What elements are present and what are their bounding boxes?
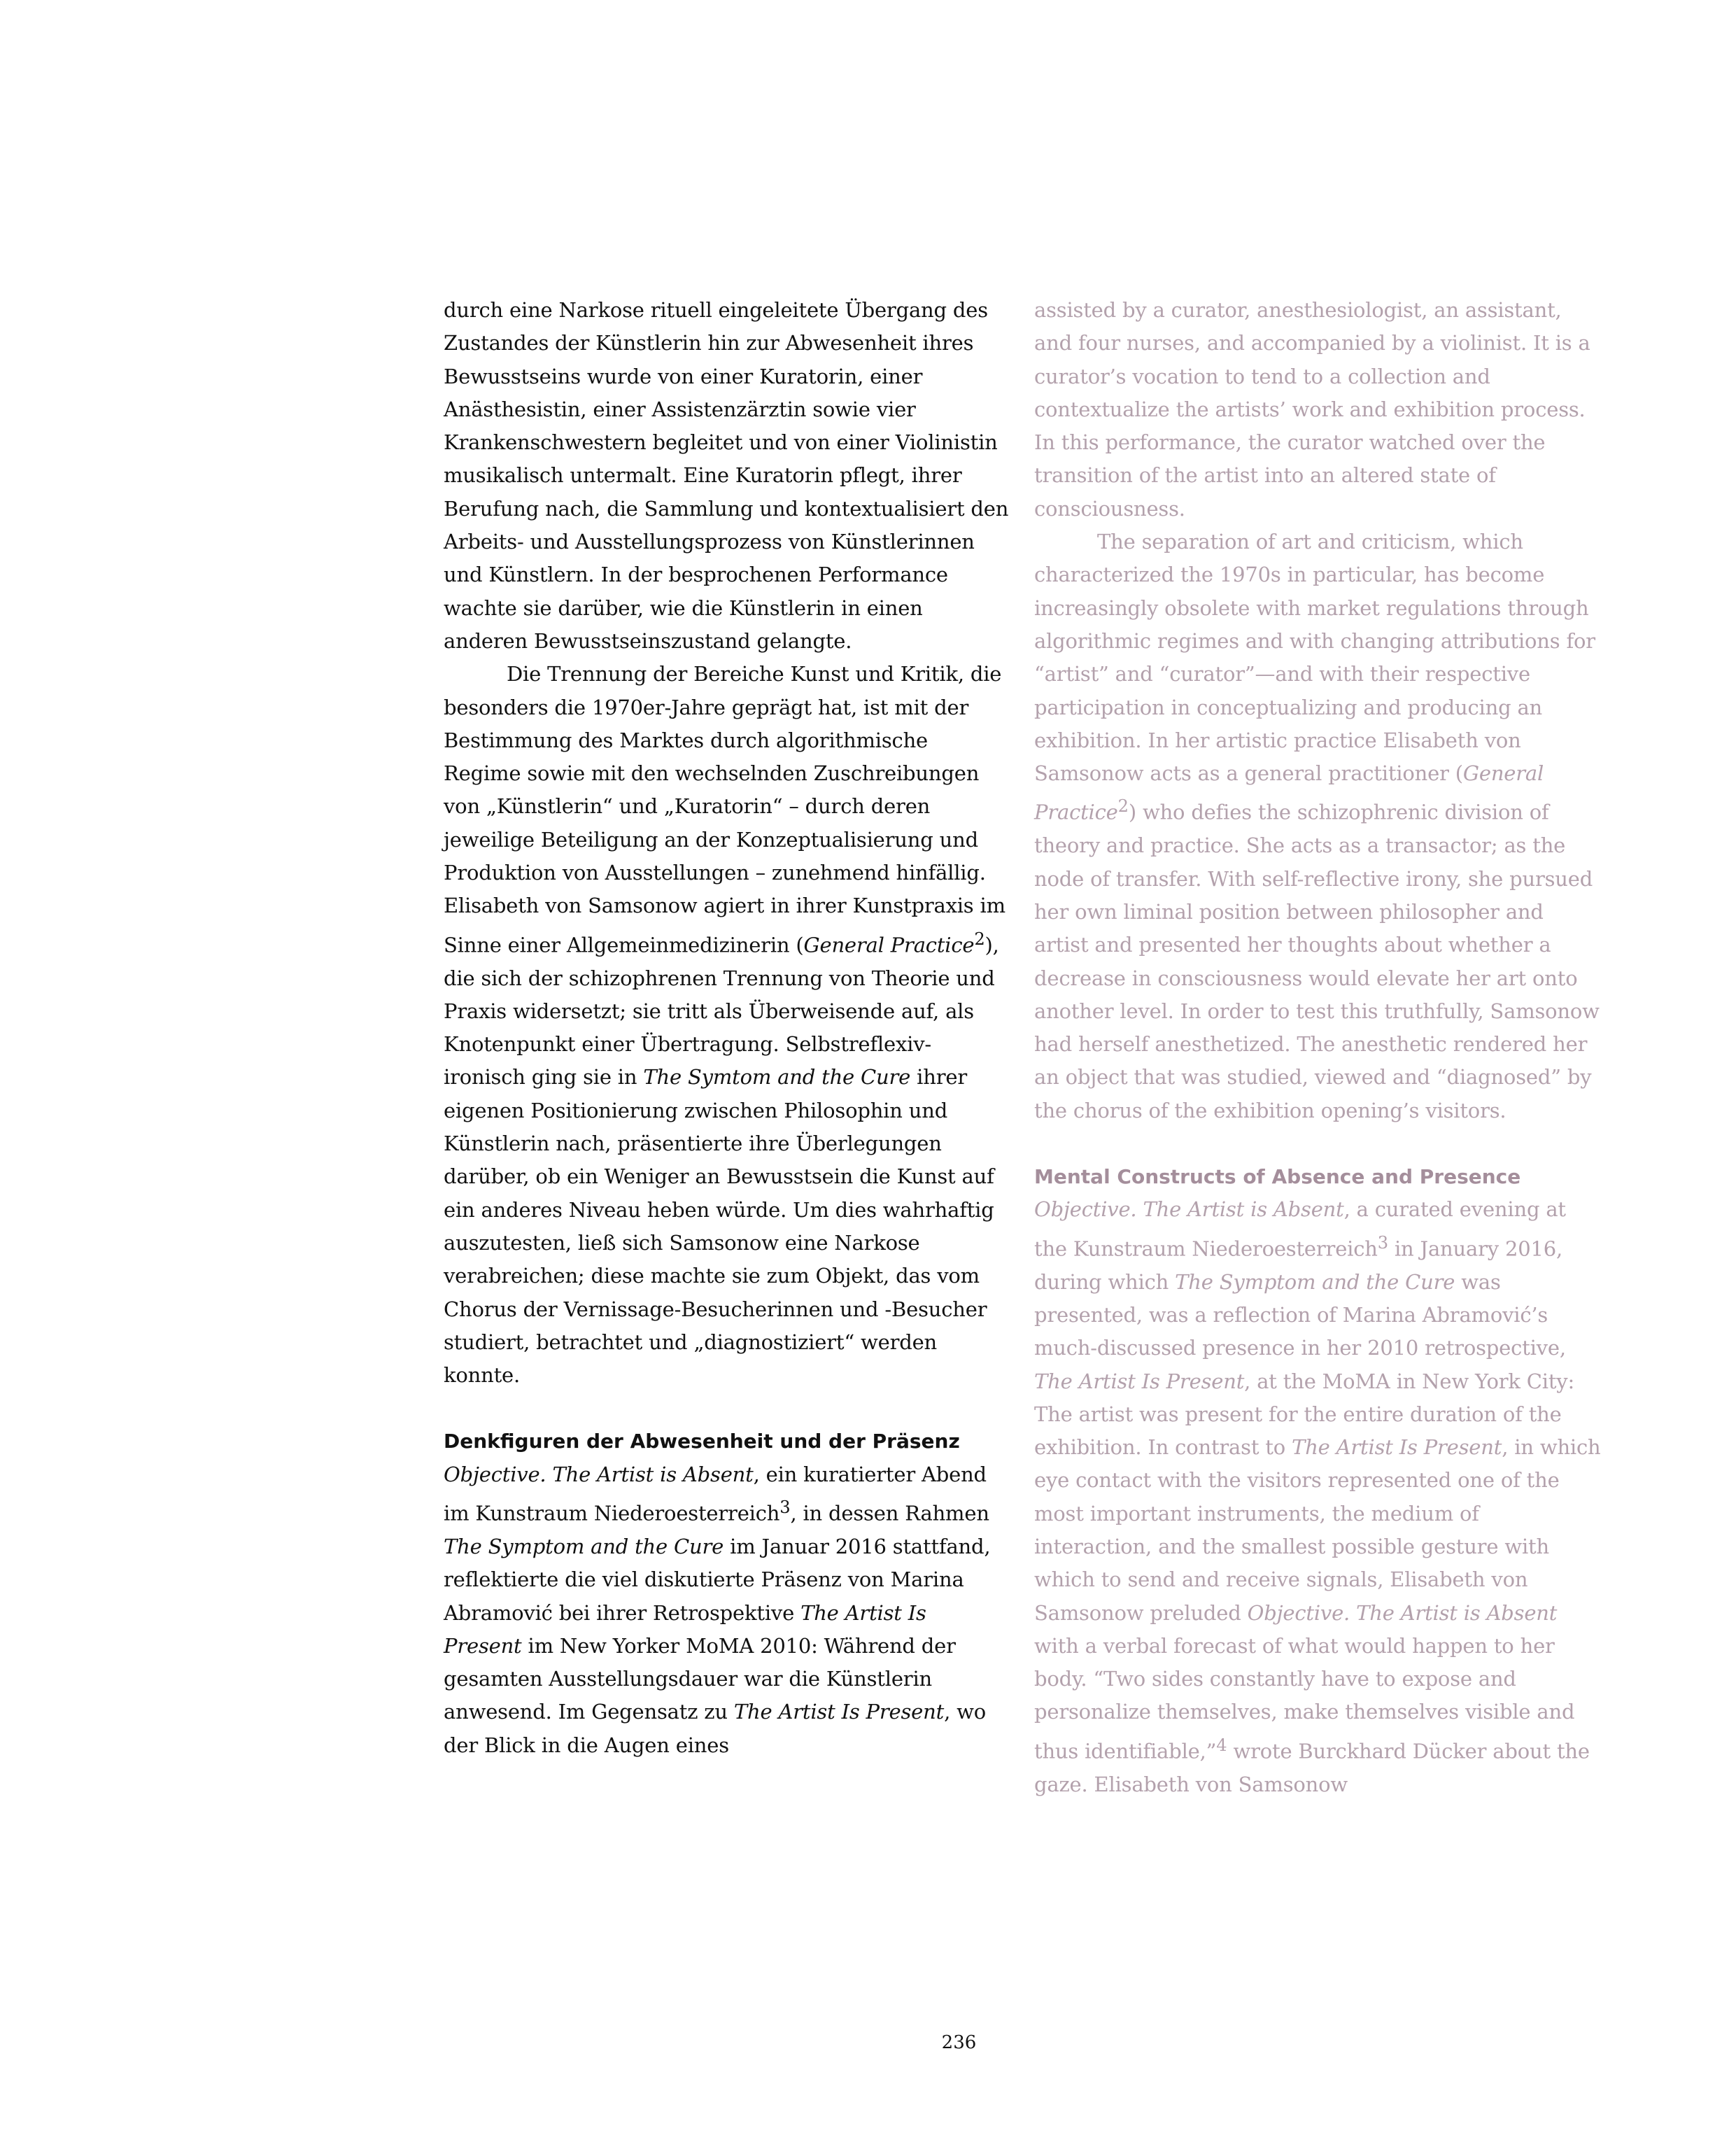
english-paragraph-3 bbox=[1034, 1193, 1601, 1801]
text-run: , in dessen Rahmen bbox=[790, 1501, 989, 1526]
german-paragraph-2 bbox=[444, 658, 1010, 1392]
text-run: im New Yorker MoMA 2010: Während der gesamten Ausstellungsdauer war die Künstlerin anwesend. Im Gegensatz zu bbox=[444, 1633, 956, 1724]
german-section-heading: Denkfiguren der Abwesenheit und der Präsenz bbox=[444, 1430, 960, 1453]
text-run: , a curated evening at the Kunstraum Niederoesterreich bbox=[1034, 1197, 1566, 1261]
text-run: , ein kuratierter Abend im Kunstraum Niederoesterreich bbox=[444, 1462, 987, 1526]
italic-title: The Symptom and the Cure bbox=[1175, 1269, 1455, 1294]
english-paragraph-2 bbox=[1034, 526, 1601, 1127]
text-run: in January 2016, during which bbox=[1034, 1236, 1562, 1294]
footnote-ref: 4 bbox=[1216, 1735, 1227, 1755]
english-section-heading: Mental Constructs of Absence and Presence bbox=[1034, 1165, 1521, 1189]
text-run: Die Trennung der Bereiche Kunst und Kritik, die besonders die 1970er-Jahre geprägt hat, ist mit der Bestimmung des Marktes durch algorithmische Regime sowie mit den wechselnden Zuschreibungen von „Künstlerin“ und „Kuratorin“ – durch deren jeweilige Beteiligung an der Konzeptualisierung und Produktion von Ausstellungen – zunehmend hinfällig. Elisabeth von Samsonow agiert in ihrer Kunstpraxis im Sinne einer Allgemeinmedizinerin ( bbox=[444, 662, 1005, 957]
italic-title: Objective. The Artist is Absent bbox=[444, 1462, 754, 1486]
italic-title: The Artist Is Present bbox=[733, 1700, 945, 1724]
text-run: ihrer eigenen Positionierung zwischen Philosophin und Künstlerin nach, präsentierte ihre Überlegungen darüber, ob ein Weniger an Bewusstsein die Kunst auf ein anderes Niveau heben würde. Um dies wahrhaftig auszutesten, ließ sich Samsonow eine Narkose verabreichen; diese machte sie zum Objekt, das vom Chorus der Vernissage-Besucherinnen und -Besucher studiert, betrachtet und „diagnostiziert“ werden konnte. bbox=[444, 1065, 994, 1388]
italic-title: Objective. The Artist is Absent bbox=[1247, 1600, 1558, 1625]
text-run: , at the MoMA in New York City: The artist was present for the entire duration of the exhibition. In contrast to bbox=[1034, 1369, 1575, 1460]
footnote-ref: 2 bbox=[1117, 796, 1129, 817]
footnote-ref: 2 bbox=[974, 929, 985, 949]
text-run: , in which eye contact with the visitors represented one of the most important instruments, the medium of interaction, and the smallest possible gesture with which to send and receive signals, Elisabeth von Samsonow preluded bbox=[1034, 1435, 1601, 1625]
page-number: 236 bbox=[941, 2032, 977, 2053]
text-run: The separation of art and criticism, which characterized the 1970s in particular, has become increasingly obsolete with market regulations through algorithmic regimes and with changing attributions for “artist” and “curator”—and with their respective participation in conceptualizing and producing an exhibition. In her artistic practice Elisabeth von Samsonow acts as a general practitioner ( bbox=[1034, 530, 1595, 786]
italic-title: General Practice bbox=[803, 933, 975, 957]
text-run: wrote Burckhard Dücker about the gaze. Elisabeth von Samsonow bbox=[1034, 1739, 1590, 1796]
italic-title: The Symptom and the Cure bbox=[444, 1535, 724, 1558]
text-run: ) who defies the schizophrenic division of theory and practice. She acts as a transactor; as the node of transfer. With self-reflective irony, she pursued her own liminal position between philosopher and artist and presented her thoughts about whether a decrease in consciousness would elevate her art onto another level. In order to test this truthfully, Samsonow had herself anesthetized. The anesthetic rendered her an object that was studied, viewed and “diagnosed” by the chorus of the exhibition opening’s visitors. bbox=[1034, 801, 1600, 1122]
footnote-ref: 3 bbox=[1377, 1232, 1388, 1253]
italic-title: The Artist Is Present bbox=[444, 1600, 926, 1658]
german-paragraph-3 bbox=[444, 1458, 1010, 1762]
italic-title: Objective. The Artist is Absent bbox=[1034, 1197, 1344, 1222]
italic-title: General Practice bbox=[1034, 761, 1544, 825]
text-run: ), die sich der schizophrenen Trennung von Theorie und Praxis widersetzt; sie tritt als Überweisende auf, als Knotenpunkt einer Übertragung. Selbstreflexiv-ironisch ging sie in bbox=[444, 933, 999, 1090]
text-run: , wo der Blick in die Augen eines bbox=[444, 1700, 986, 1757]
english-paragraph-1: assisted by a curator, anesthesiologist, an assistant, and four nurses, and accompanied by a violinist. It is a curator’s vocation to tend to a collection and contextualize the artists’ work and exhibition process. In this performance, the curator watched over the transition of the artist into an altered state of consciousness. bbox=[1034, 298, 1590, 521]
german-column bbox=[444, 294, 1010, 1762]
italic-title: The Artist Is Present bbox=[1034, 1369, 1245, 1393]
text-run: im Januar 2016 stattfand, reflektierte die viel diskutierte Präsenz von Marina Abramović bei ihrer Retrospektive bbox=[444, 1535, 991, 1625]
italic-title: The Symtom and the Cure bbox=[643, 1065, 911, 1090]
text-run: was presented, was a reflection of Marina Abramović’s much-discussed presence in her 2010 retrospective, bbox=[1034, 1269, 1566, 1360]
footnote-ref: 3 bbox=[779, 1498, 791, 1518]
text-run: with a verbal forecast of what would happen to her body. “Two sides constantly have to expose and personalize themselves, make themselves visible and thus identifiable,” bbox=[1034, 1633, 1575, 1763]
italic-title: The Artist Is Present bbox=[1292, 1435, 1502, 1460]
english-column bbox=[1034, 294, 1601, 1801]
german-paragraph-1: durch eine Narkose rituell eingeleitete Übergang des Zustandes der Künstlerin hin zur Abwesenheit ihres Bewusstseins wurde von einer Kuratorin, einer Anästhesistin, einer Assistenzärztin sowie vier Krankenschwestern begleitet und von einer Violinistin musikalisch untermalt. Eine Kuratorin pflegt, ihrer Berufung nach, die Sammlung und kontextualisiert den Arbeits- und Ausstellungsprozess von Künstlerinnen und Künstlern. In der besprochenen Performance wachte sie darüber, wie die Künstlerin in einen anderen Bewusstseinszustand gelangte. bbox=[444, 298, 1009, 653]
